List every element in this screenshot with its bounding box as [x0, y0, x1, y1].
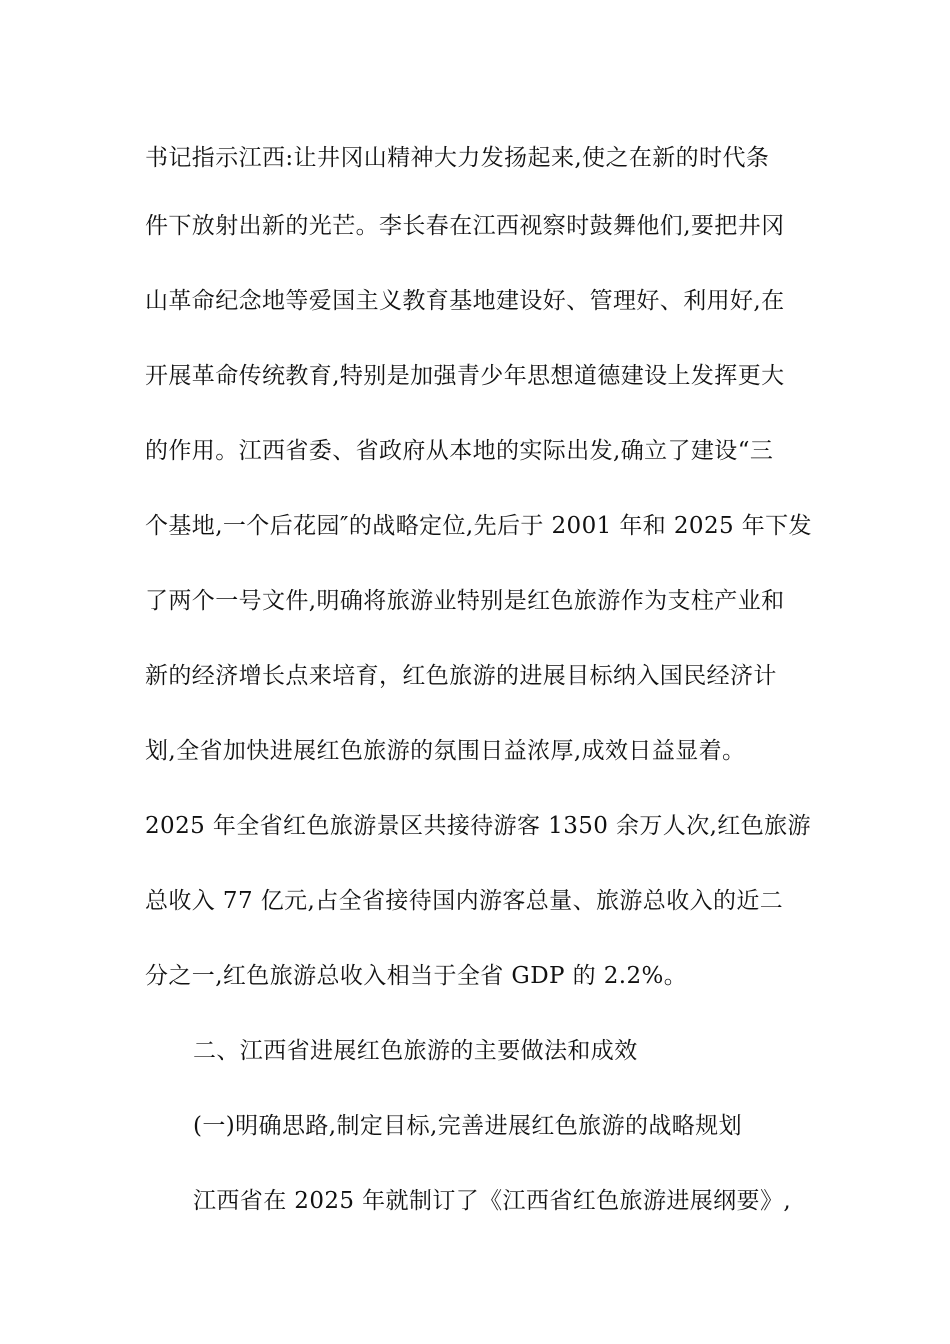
body-text-line: 新的经济增长点来培育，红色旅游的进展目标纳入国民经济计: [145, 663, 777, 689]
body-text-line: 山革命纪念地等爱国主义教育基地建设好、管理好、利用好,在: [145, 288, 785, 314]
body-text-line: 总收入 77 亿元,占全省接待国内游客总量、旅游总收入的近二: [145, 888, 784, 914]
body-text-line: 书记指示江西:让井冈山精神大力发扬起来,使之在新的时代条: [145, 145, 770, 171]
body-text-line: 分之一,红色旅游总收入相当于全省 GDP 的 2.2%。: [145, 963, 688, 989]
body-text-line: 了两个一号文件,明确将旅游业特别是红色旅游作为支柱产业和: [145, 588, 785, 614]
body-text-line: 的作用。江西省委、省政府从本地的实际出发,确立了建设“三: [145, 438, 774, 464]
body-text-line: 件下放射出新的光芒。李长春在江西视察时鼓舞他们,要把井冈: [145, 213, 785, 239]
body-text-line: 2025 年全省红色旅游景区共接待游客 1350 余万人次,红色旅游: [145, 813, 811, 839]
section-heading: 二、江西省进展红色旅游的主要做法和成效: [193, 1038, 638, 1064]
subsection-heading: (一)明确思路,制定目标,完善进展红色旅游的战略规划: [193, 1113, 742, 1139]
body-text-line: 开展革命传统教育,特别是加强青少年思想道德建设上发挥更大: [145, 363, 785, 389]
paragraph-start-line: 江西省在 2025 年就制订了《江西省红色旅游进展纲要》,: [193, 1188, 792, 1214]
body-text-line: 划,全省加快进展红色旅游的氛围日益浓厚,成效日益显着。: [145, 738, 746, 764]
body-text-line: 个基地,一个后花园″的战略定位,先后于 2001 年和 2025 年下发: [145, 513, 812, 539]
